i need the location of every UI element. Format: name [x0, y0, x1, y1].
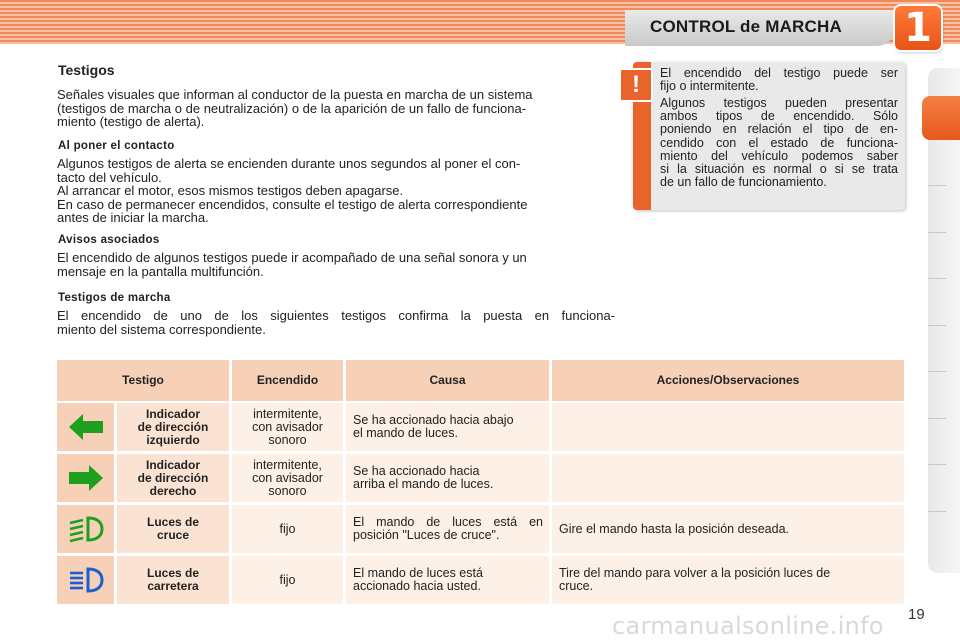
warning-icon: !: [619, 68, 653, 102]
text-line: Señales visuales que informan al conductor de la puesta en marcha de un sistema: [57, 87, 533, 102]
text-line: Luces de: [146, 566, 200, 580]
header-divider: [0, 44, 960, 58]
chapter-tab-divider: [928, 464, 946, 465]
text-line: El encendido de algunos testigos puede ir acompañado de una señal sonora y un: [57, 250, 527, 265]
low-beam-icon: [66, 514, 106, 544]
text-line: cruce: [156, 528, 190, 542]
text-line: el mando de luces.: [353, 426, 458, 440]
chapter-tab-divider: [928, 278, 946, 279]
text-line: cendido con el estado de funciona-: [660, 135, 898, 150]
table-cell-icon: [57, 454, 114, 502]
text-line: Tire del mando para volver a la posición luces de: [559, 566, 831, 580]
table-cell-cause: [346, 556, 549, 604]
text-line: miento del sistema correspondiente.: [57, 321, 266, 337]
chapter-badge: [895, 6, 941, 50]
table-cell-name: [117, 556, 229, 604]
table-cell-cause: [346, 403, 549, 451]
table-cell-name: [117, 505, 229, 553]
text-line: Algunos testigos pueden presentar: [660, 96, 898, 110]
text-line: En caso de permanecer encendidos, consulte el testigo de alerta correspondiente: [57, 196, 528, 212]
column-header: Acciones/Observaciones: [552, 360, 904, 401]
text-line: tacto del vehículo.: [57, 169, 162, 185]
text-line: derecho: [149, 483, 197, 498]
text-line: fijo: [279, 572, 296, 587]
table-cell-cause: [346, 505, 549, 553]
text-line: miento (testigo de alerta).: [57, 114, 205, 129]
right-arrow-icon: [67, 463, 105, 493]
table-cell-action: [552, 505, 904, 553]
text-line: Al arrancar el motor, esos mismos testigos deben apagarse.: [57, 183, 404, 198]
text-line: fijo o intermitente.: [660, 79, 759, 94]
text-line: intermitente,: [253, 406, 322, 421]
chapter-tab-divider: [928, 185, 946, 186]
text-line: El encendido de uno de los siguientes testigos confirma la puesta en funciona-: [57, 308, 615, 323]
watermark: carmanualsonline.info: [612, 612, 884, 640]
table-cell-lighting: [232, 454, 343, 502]
table-cell-icon: [57, 403, 114, 451]
text-line: de un fallo de funcionamiento.: [660, 175, 827, 190]
text-line: con avisador: [252, 470, 323, 485]
text-line: Indicador: [145, 406, 200, 421]
text-line: El encendido del testigo puede ser: [660, 66, 898, 80]
text-line: Gire el mando hasta la posición deseada.: [559, 521, 790, 536]
page-number: 19: [908, 606, 925, 623]
chapter-tab-divider: [928, 232, 946, 233]
text-line: El mando de luces está: [353, 566, 483, 580]
text-line: Se ha accionado hacia: [353, 464, 480, 478]
text-line: intermitente,: [253, 457, 322, 472]
text-line: accionado hacia usted.: [353, 579, 481, 593]
section-title: Testigos: [58, 62, 115, 78]
chapter-tab-divider: [928, 418, 946, 419]
text-line: poniendo en relación el tipo de en-: [660, 122, 898, 137]
text-line: arriba el mando de luces.: [353, 477, 494, 491]
note-paragraph: [660, 67, 898, 93]
text-line: mensaje en la pantalla multifunción.: [57, 263, 264, 279]
chapter-tabs: [928, 68, 960, 573]
column-header: Encendido: [232, 360, 343, 401]
subheading: Testigos de marcha: [58, 292, 171, 304]
column-header: Causa: [346, 360, 549, 401]
paragraph: [57, 309, 615, 336]
text-line: Algunos testigos de alerta se encienden durante unos segundos al poner el con-: [57, 156, 521, 171]
text-line: El mando de luces está en: [353, 515, 543, 529]
column-header: Testigo: [57, 360, 229, 401]
paragraph: [57, 157, 615, 225]
high-beam-icon: [66, 565, 106, 595]
subheading: Al poner el contacto: [58, 140, 175, 152]
table-cell-action: [552, 454, 904, 502]
chapter-tab-divider: [928, 511, 946, 512]
table-cell-lighting: [232, 403, 343, 451]
text-line: con avisador: [252, 419, 323, 434]
paragraph: [57, 251, 615, 278]
table-cell-lighting: [232, 505, 343, 553]
intro-paragraph: [57, 88, 615, 129]
text-line: de dirección: [137, 470, 209, 485]
text-line: Se ha accionado hacia abajo: [353, 413, 514, 427]
text-line: Indicador: [145, 457, 200, 472]
table-cell-cause: [346, 454, 549, 502]
chapter-tab-divider: [928, 325, 946, 326]
chapter-header: [0, 0, 960, 58]
table-cell-icon: [57, 505, 114, 553]
chapter-tab-active[interactable]: [922, 96, 960, 140]
table-cell-icon: [57, 556, 114, 604]
text-line: carretera: [147, 579, 199, 593]
text-line: Luces de: [146, 515, 200, 529]
text-line: izquierdo: [146, 432, 200, 447]
table-cell-action: [552, 556, 904, 604]
subheading: Avisos asociados: [58, 234, 160, 246]
chapter-title: CONTROL de MARCHA: [650, 17, 842, 36]
text-line: sonoro: [268, 432, 307, 447]
text-line: cruce.: [559, 579, 594, 593]
text-line: posición "Luces de cruce".: [353, 528, 500, 542]
table-cell-lighting: [232, 556, 343, 604]
text-line: (testigos de marcha o de neutralización) o de la aparición de un fallo de funciona-: [57, 100, 527, 116]
left-arrow-icon: [67, 412, 105, 442]
note-paragraph: [660, 97, 898, 189]
text-line: sonoro: [268, 483, 307, 498]
text-line: fijo: [279, 521, 296, 536]
text-line: si la situación es normal o si se trata: [660, 162, 898, 177]
chapter-number: 1: [904, 5, 932, 51]
text-line: miento del vehículo podemos saber: [660, 148, 898, 163]
chapter-tab-divider: [928, 371, 946, 372]
table-cell-name: [117, 454, 229, 502]
text-line: antes de iniciar la marcha.: [57, 210, 209, 225]
text-line: ambos tipos de encendido. Sólo: [660, 109, 898, 124]
table-cell-name: [117, 403, 229, 451]
text-line: de dirección: [137, 419, 209, 434]
table-cell-action: [552, 403, 904, 451]
